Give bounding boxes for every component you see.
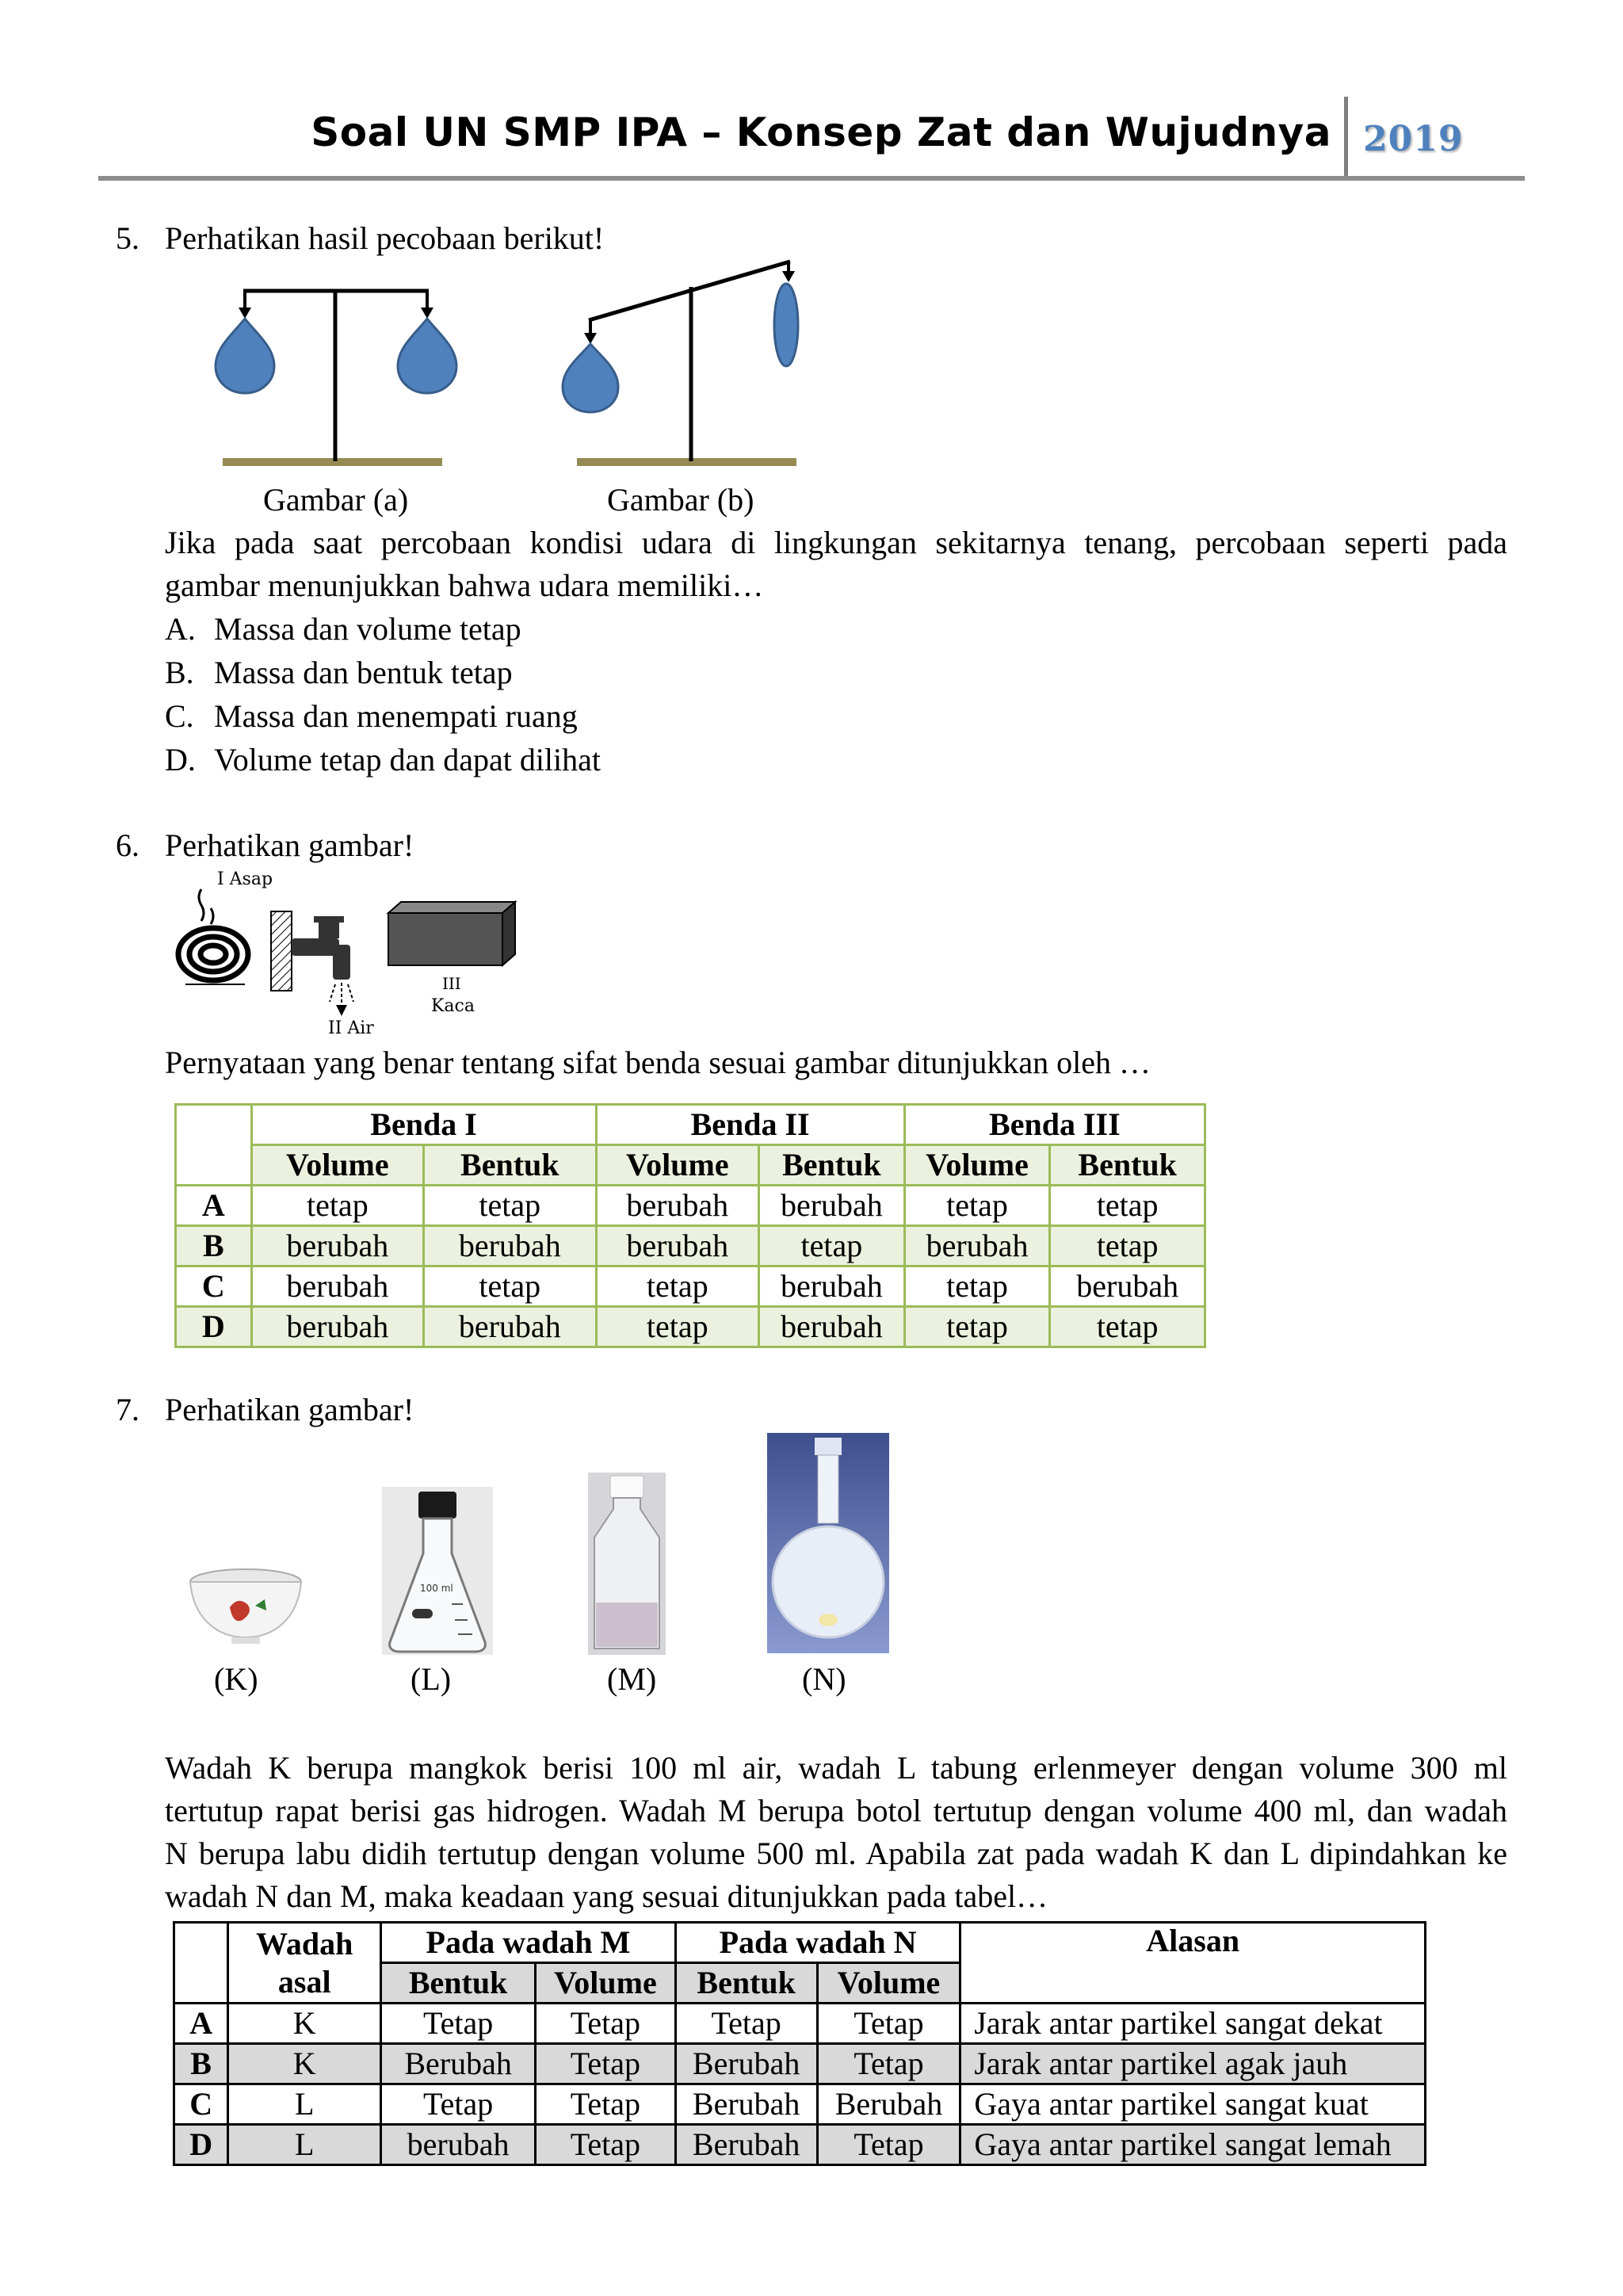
q5-option-d-letter: D. (165, 742, 196, 777)
table-cell: tetap (759, 1226, 905, 1266)
table-cell: Tetap (817, 2004, 960, 2044)
q7-header-alasan: Alasan (960, 1923, 1426, 2004)
svg-text:I Asap: I Asap (217, 869, 273, 889)
balance-a (216, 291, 456, 466)
q6-subheader: Volume (596, 1145, 759, 1186)
q6-subheader: Bentuk (424, 1145, 596, 1186)
containers-figure (182, 1427, 911, 1664)
q7-header-wadah-n: Pada wadah N (675, 1923, 960, 1963)
row-label: A (176, 1186, 252, 1226)
q6-group-benda-1: Benda I (251, 1105, 596, 1145)
table-cell: Tetap (536, 2125, 676, 2165)
row-label: C (176, 1266, 252, 1307)
table-cell: tetap (424, 1266, 596, 1307)
q6-group-benda-3: Benda III (904, 1105, 1205, 1145)
q7-stem-line1: Wadah K berupa mangkok berisi 100 ml air, wadah L tabung erlenmeyer dengan volume 300 ml (165, 1750, 1507, 1786)
q6-corner-cell (176, 1105, 252, 1186)
table-cell: tetap (904, 1186, 1050, 1226)
q7-answer-table (173, 1921, 1426, 2166)
table-cell: berubah (251, 1226, 423, 1266)
svg-text:II Air: II Air (328, 1018, 374, 1038)
q7-subheader: Bentuk (381, 1963, 536, 2004)
table-cell: Gaya antar partikel sangat lemah (960, 2125, 1426, 2165)
water-tap-illustration (271, 911, 374, 1038)
table-cell: Jarak antar partikel agak jauh (960, 2044, 1426, 2084)
q7-stem-line3: N berupa labu didih tertutup dengan volume 500 ml. Apabila zat pada wadah K dan L dipindahkan ke (165, 1836, 1507, 1871)
table-cell: berubah (1050, 1266, 1205, 1307)
row-label: D (174, 2125, 228, 2165)
table-cell: tetap (904, 1266, 1050, 1307)
q6-subheader: Volume (904, 1145, 1050, 1186)
table-cell: Tetap (381, 2004, 536, 2044)
table-cell: berubah (904, 1226, 1050, 1266)
q5-option-c: Massa dan menempati ruang (214, 698, 578, 734)
q5-number: 5. (116, 220, 139, 256)
row-label: C (174, 2084, 228, 2125)
balance-a-base (223, 458, 442, 466)
q7-header-wadah-m: Pada wadah M (381, 1923, 676, 1963)
table-cell: tetap (596, 1307, 759, 1347)
table-row (174, 2084, 1426, 2125)
q5-option-b: Massa dan bentuk tetap (214, 655, 513, 690)
table-cell: L (228, 2084, 381, 2125)
q7-header-wadah-asal: Wadah asal (228, 1923, 381, 2004)
table-cell: Berubah (381, 2044, 536, 2084)
caption-m: (M) (607, 1661, 657, 1697)
q7-prompt: Perhatikan gambar! (165, 1392, 414, 1427)
table-cell: berubah (251, 1266, 423, 1307)
q7-subheader: Bentuk (675, 1963, 817, 2004)
q6-number: 6. (116, 827, 139, 863)
balance-b-base (577, 458, 796, 466)
table-cell: K (228, 2004, 381, 2044)
smoke-coil-illustration (178, 869, 273, 984)
balance-b (563, 262, 798, 466)
svg-text:100 ml: 100 ml (420, 1583, 453, 1594)
table-cell: Berubah (675, 2084, 817, 2125)
bowl-k-image (190, 1569, 301, 1644)
table-cell: L (228, 2125, 381, 2165)
table-cell: tetap (596, 1266, 759, 1307)
table-cell: tetap (424, 1186, 596, 1226)
table-cell: Gaya antar partikel sangat kuat (960, 2084, 1426, 2125)
balloon-right-a (398, 319, 456, 393)
balance-figure (202, 254, 836, 491)
row-label: B (176, 1226, 252, 1266)
table-cell: Berubah (675, 2044, 817, 2084)
table-cell: tetap (1050, 1307, 1205, 1347)
table-row (176, 1266, 1205, 1307)
q5-option-a-letter: A. (165, 611, 196, 647)
table-cell: tetap (1050, 1186, 1205, 1226)
q5-option-a: Massa dan volume tetap (214, 611, 521, 647)
q7-subheader: Volume (817, 1963, 960, 2004)
balloon-deflated-b (774, 284, 798, 366)
svg-text:Kaca: Kaca (431, 996, 475, 1016)
q6-answer-table (174, 1103, 1206, 1348)
q6-subheader: Bentuk (1050, 1145, 1205, 1186)
svg-text:III: III (442, 974, 461, 993)
table-cell: Tetap (381, 2084, 536, 2125)
q6-stem: Pernyataan yang benar tentang sifat benda sesuai gambar ditunjukkan oleh … (165, 1045, 1151, 1080)
header-divider (1344, 97, 1348, 179)
table-cell: Berubah (817, 2084, 960, 2125)
q7-number: 7. (116, 1392, 139, 1427)
table-cell: Tetap (817, 2125, 960, 2165)
q7-stem-line4: wadah N dan M, maka keadaan yang sesuai ditunjukkan pada tabel… (165, 1878, 1048, 1914)
table-cell: tetap (1050, 1226, 1205, 1266)
caption-l: (L) (411, 1661, 452, 1697)
caption-n: (N) (802, 1661, 846, 1697)
table-row (176, 1226, 1205, 1266)
caption-k: (K) (214, 1661, 258, 1697)
row-label: A (174, 2004, 228, 2044)
boiling-flask-n-image (767, 1433, 889, 1653)
table-cell: Jarak antar partikel sangat dekat (960, 2004, 1426, 2044)
table-cell: berubah (596, 1226, 759, 1266)
q7-subheader: Volume (536, 1963, 676, 2004)
table-row (176, 1307, 1205, 1347)
glass-box-illustration (388, 902, 515, 1016)
caption-gambar-a: Gambar (a) (263, 482, 409, 518)
table-row (176, 1186, 1205, 1226)
table-cell: tetap (904, 1307, 1050, 1347)
table-cell: Berubah (675, 2125, 817, 2165)
states-figure (170, 865, 534, 1038)
balloon-left-b (563, 344, 618, 412)
q6-subheader: Volume (251, 1145, 423, 1186)
table-cell: berubah (759, 1186, 905, 1226)
table-cell: K (228, 2044, 381, 2084)
balloon-left-a (216, 319, 274, 393)
row-label: B (174, 2044, 228, 2084)
q6-prompt: Perhatikan gambar! (165, 827, 414, 863)
q5-option-c-letter: C. (165, 698, 194, 734)
q7-stem-line2: tertutup rapat berisi gas hidrogen. Wadah M berupa botol tertutup dengan volume 400 ml, dan wadah (165, 1793, 1507, 1828)
table-cell: Tetap (536, 2044, 676, 2084)
caption-gambar-b: Gambar (b) (607, 482, 754, 518)
table-cell: Tetap (675, 2004, 817, 2044)
q5-option-b-letter: B. (165, 655, 194, 690)
table-cell: Tetap (817, 2044, 960, 2084)
table-cell: berubah (381, 2125, 536, 2165)
bottle-m-image (588, 1473, 666, 1655)
q5-option-d: Volume tetap dan dapat dilihat (214, 742, 601, 777)
q7-corner-cell (174, 1923, 228, 2004)
table-row (174, 2004, 1426, 2044)
erlenmeyer-l-image (382, 1487, 493, 1655)
table-cell: Tetap (536, 2004, 676, 2044)
table-cell: berubah (759, 1266, 905, 1307)
table-cell: berubah (596, 1186, 759, 1226)
table-cell: berubah (251, 1307, 423, 1347)
q6-group-benda-2: Benda II (596, 1105, 904, 1145)
header-year: 2019 (1363, 119, 1464, 159)
row-label: D (176, 1307, 252, 1347)
q5-prompt: Perhatikan hasil pecobaan berikut! (165, 220, 605, 256)
table-cell: tetap (251, 1186, 423, 1226)
table-cell: berubah (759, 1307, 905, 1347)
table-row (174, 2044, 1426, 2084)
page-title: Soal UN SMP IPA – Konsep Zat dan Wujudnya (311, 109, 1331, 155)
table-cell: Tetap (536, 2084, 676, 2125)
table-cell: berubah (424, 1226, 596, 1266)
table-row (174, 2125, 1426, 2165)
q5-stem-line2: gambar menunjukkan bahwa udara memiliki… (165, 567, 764, 603)
q6-subheader: Bentuk (759, 1145, 905, 1186)
table-cell: berubah (424, 1307, 596, 1347)
header-rule (98, 176, 1525, 181)
q5-stem-line1: Jika pada saat percobaan kondisi udara di lingkungan sekitarnya tenang, percobaan seperti pada (165, 525, 1507, 560)
